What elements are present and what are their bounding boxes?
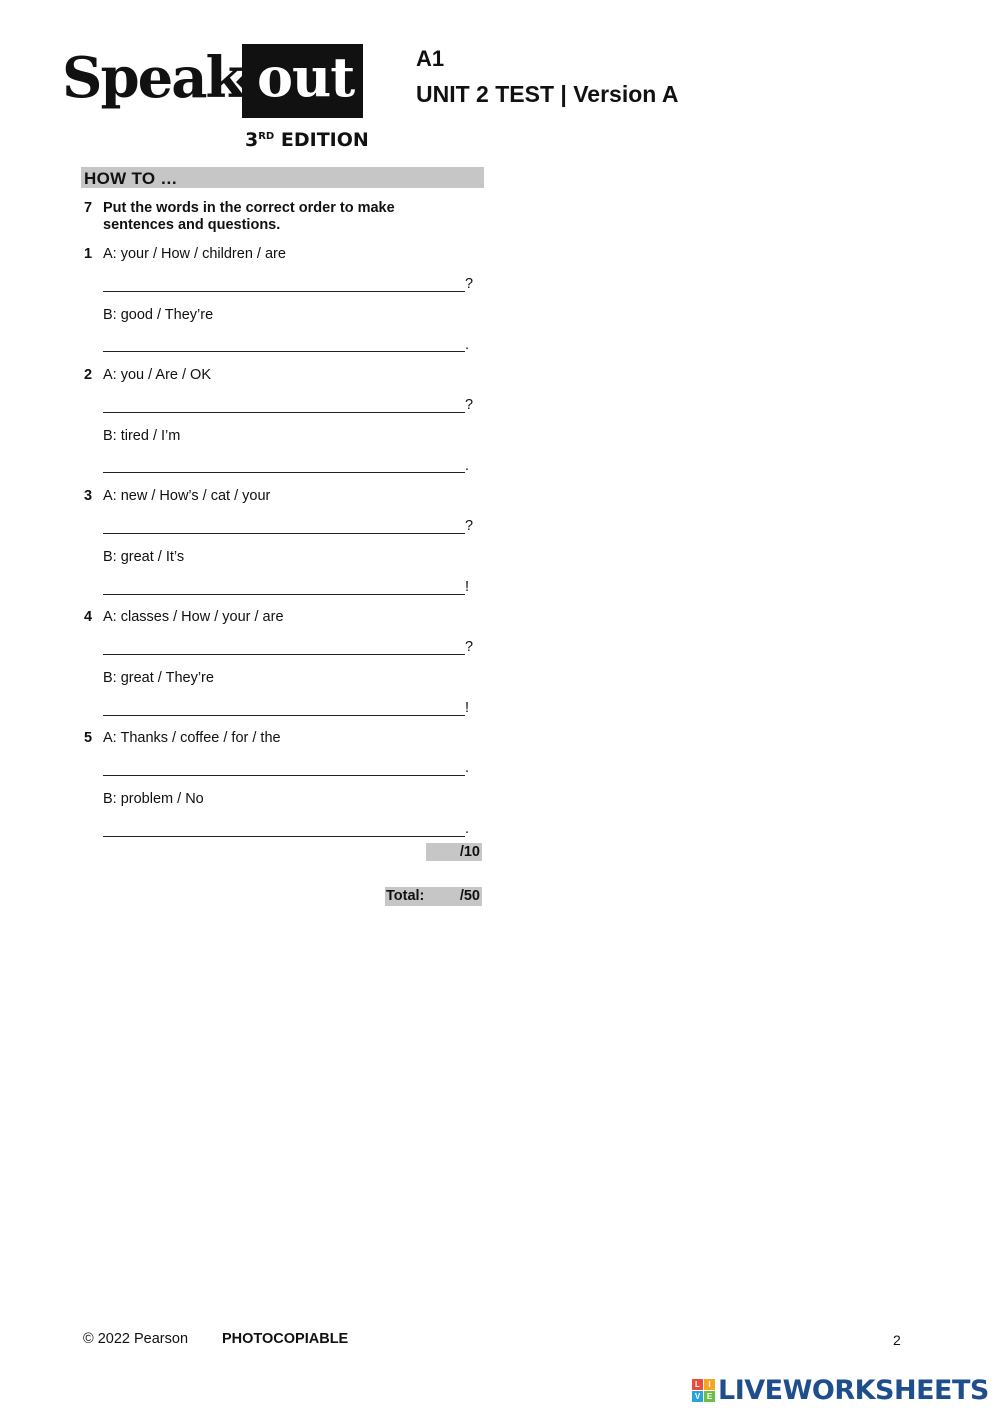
- item-prompt-b: B: problem / No: [103, 791, 204, 807]
- answer-line[interactable]: [103, 453, 465, 473]
- footer-copyright: © 2022 Pearson: [83, 1331, 189, 1347]
- edition-superscript: RD: [258, 131, 275, 142]
- answer-line[interactable]: [103, 756, 465, 776]
- answer-line[interactable]: [103, 817, 465, 837]
- item-prompt-b: B: great / It’s: [103, 549, 185, 565]
- answer-line[interactable]: [103, 272, 465, 292]
- total-label: Total:: [386, 888, 425, 904]
- answer-punctuation: ?: [465, 397, 474, 413]
- test-title: UNIT 2 TEST | Version A: [416, 81, 679, 107]
- answer-punctuation: .: [465, 821, 470, 837]
- exercise-instruction: Put the words in the correct order to make sentences and questions.: [103, 200, 395, 233]
- liveworksheets-logo-icon: [692, 1379, 716, 1403]
- answer-line[interactable]: [103, 635, 465, 655]
- logo-icon-square: I: [704, 1379, 715, 1390]
- logo-icon-square: V: [692, 1391, 703, 1402]
- answer-line[interactable]: [103, 696, 465, 716]
- logo-out-text: out: [257, 45, 355, 109]
- level-label: A1: [416, 46, 445, 71]
- item-prompt-a: A: your / How / children / are: [103, 246, 286, 262]
- logo-speak-text: Speak: [62, 45, 243, 111]
- item-prompt-b: B: great / They’re: [103, 670, 214, 686]
- item-number: 2: [84, 367, 93, 383]
- exercise-score: /10: [459, 844, 480, 860]
- total-score: /50: [459, 888, 480, 904]
- logo-icon-square: L: [692, 1379, 703, 1390]
- answer-line[interactable]: [103, 332, 465, 352]
- answer-punctuation: .: [465, 337, 470, 353]
- item-number: 4: [84, 609, 93, 625]
- exercise-number: 7: [84, 200, 93, 216]
- item-prompt-b: B: good / They’re: [103, 307, 214, 323]
- item-prompt-a: A: you / Are / OK: [103, 367, 211, 383]
- item-prompt-a: A: new / How’s / cat / your: [103, 488, 271, 504]
- answer-punctuation: !: [465, 579, 470, 595]
- speakout-logo: [62, 44, 369, 152]
- logo-edition: [245, 129, 369, 151]
- answer-line[interactable]: [103, 514, 465, 534]
- answer-punctuation: ?: [465, 518, 474, 534]
- page-number: 2: [893, 1332, 901, 1348]
- footer-photocopiable: PHOTOCOPIABLE: [222, 1331, 349, 1347]
- answer-punctuation: ?: [465, 276, 474, 292]
- answer-line[interactable]: [103, 393, 465, 413]
- answer-punctuation: .: [465, 760, 470, 776]
- item-prompt-b: B: tired / I’m: [103, 428, 181, 444]
- item-number: 5: [84, 730, 93, 746]
- logo-icon-square: E: [704, 1391, 715, 1402]
- answer-punctuation: !: [465, 700, 470, 716]
- answer-punctuation: .: [465, 458, 470, 474]
- item-number: 3: [84, 488, 93, 504]
- item-number: 1: [84, 246, 93, 262]
- edition-number: 3: [245, 129, 259, 151]
- liveworksheets-watermark: LIVEWORKSHEETS: [718, 1375, 989, 1406]
- item-prompt-a: A: Thanks / coffee / for / the: [103, 730, 281, 746]
- answer-line[interactable]: [103, 575, 465, 595]
- edition-word: EDITION: [280, 129, 369, 151]
- item-prompt-a: A: classes / How / your / are: [103, 609, 284, 625]
- section-title: HOW TO …: [84, 169, 178, 188]
- answer-punctuation: ?: [465, 639, 474, 655]
